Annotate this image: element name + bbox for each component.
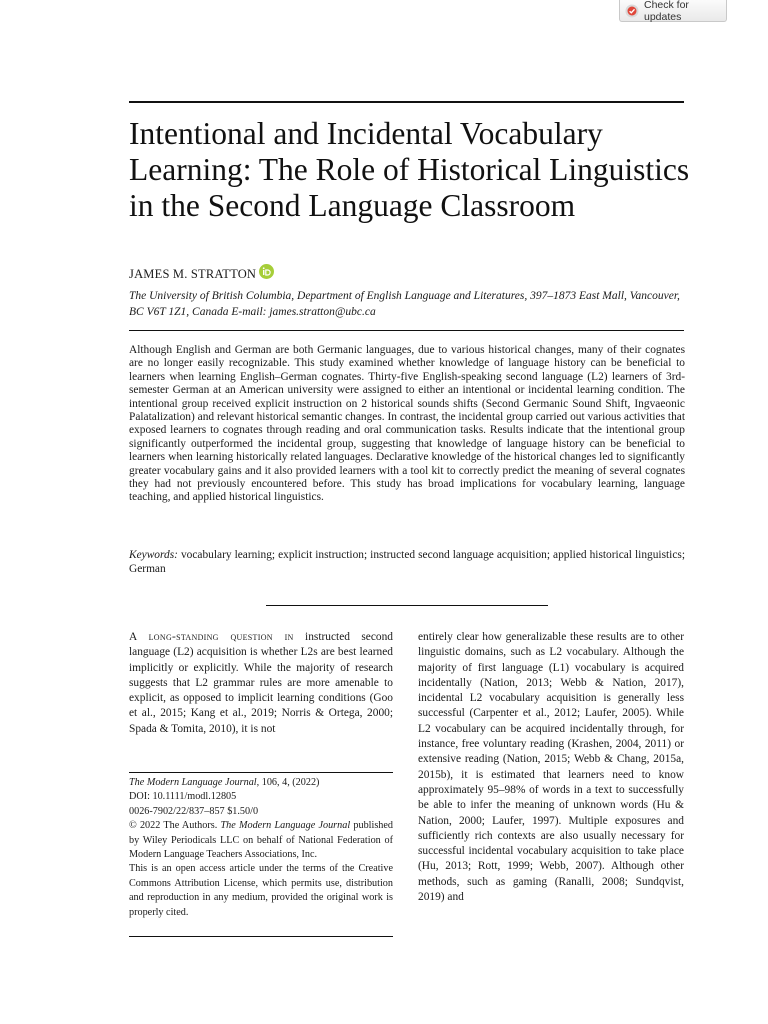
top-rule (129, 101, 684, 103)
body-lead-in: A long-standing question in (129, 631, 294, 643)
footnote-rule-bottom (129, 936, 393, 937)
license-notice: This is an open access article under the terms of the Creative Commons Attribution License, which permits use, distribution and reproduction in any medium, provided the original work is properly cited. (129, 863, 393, 918)
copyright-journal: The Modern Language Journal (220, 820, 351, 832)
keywords-label: Keywords: (129, 549, 178, 561)
header-rule (129, 330, 684, 331)
check-for-updates-icon (625, 4, 639, 18)
author-affiliation: The University of British Columbia, Department of English Language and Literatures, 397–1873 East Mall, Vancouver, BC V6T 1Z1, Canada E-mail: james.stratton@ubc.ca (129, 290, 680, 318)
check-for-updates-label: Check for updates (644, 0, 689, 23)
issn: 0026-7902/22/837–857 $1.50/0 (129, 805, 259, 817)
abstract: Although English and German are both Germanic languages, due to various historical changes, many of their cognates are no longer easily recognizable. This study examined whether knowledge of language history can be beneficial to learners when learning English–German cognates. Thirty-five English-speaking second language (L2) learners of 3rd-semester German at an American university were assigned to either an intentional or incidental learning condition. The intentional group received explicit instruction on 2 historical sounds shifts (Second Germanic Sound Shift, Ingvaeonic Palatalization) and relevant historical semantic changes. In contrast, the incidental group carried out various activities that exposed learners to cognates through reading and oral communication tasks. Results indicate that the intentional group significantly outperformed the incidental group, suggesting that knowledge of language history can be beneficial to learners when learning historically related languages. Declarative knowledge of the historical changes led to significantly greater vocabulary gains and it also provided learners with a tool kit to correctly predict the meaning of several cognates they had not previously encountered before. This study has broad implications for vocabulary learning, language teaching, and applied historical linguistics. (129, 344, 685, 504)
section-divider (266, 605, 548, 606)
journal-volume: 106, 4, (2022) (261, 777, 320, 788)
author-line (129, 267, 274, 282)
copyright-suffix: published by Wiley Periodicals LLC on behalf of National Federation of Modern Language Teachers Associations, Inc. (129, 820, 394, 861)
footnote-rule-top (129, 772, 393, 773)
doi[interactable]: DOI: 10.1111/modl.12805 (129, 791, 237, 803)
journal-name: The Modern Language Journal, (129, 777, 260, 788)
keywords (129, 548, 685, 576)
publication-footnote (129, 776, 393, 920)
article-title: Intentional and Incidental Vocabulary Learning: The Role of Historical Linguistics in the Second Language Classroom (129, 116, 690, 223)
body-left-text: instructed second language (L2) acquisition is whether L2s are best learned implicitly or explicitly. While the majority of research suggests that L2 grammar rules are more amenable to explicit, as opposed to implicit learning conditions (Goo et al., 2015; Kang et al., 2019; Norris & Ortega, 2000; Spada & Tomita, 2010), it is not (129, 631, 394, 735)
orcid-icon[interactable] (259, 264, 274, 279)
journal-citation (129, 776, 393, 790)
keywords-text: vocabulary learning; explicit instruction; instructed second language acquisition; applied historical linguistics; German (129, 549, 685, 575)
body-right-column: entirely clear how generalizable these results are to other linguistic domains, such as L2 vocabulary. Although the majority of first language (L1) vocabulary is acquired incidentally (Nation, 2013; Webb & Nation, 2017), incidental L2 vocabulary acquisition is generally less successful (Carpenter et al., 2012; Laufer, 2005). While L2 vocabulary can be acquired incidentally through, for instance, free voluntary reading (Krashen, 2004, 2011) or extensive reading (Nation, 2015; Webb & Chang, 2015a, 2015b), it is estimated that learners need to know approximately 95–98% of words in a text to successfully be able to infer the meaning of unknown words (Hu & Nation, 2000; Laufer, 1997). Multiple exposures and sufficiently rich contexts are also usually necessary for successful incidental vocabulary acquisition to take place (Hu, 2013; Rott, 1999; Webb, 2007). Although other methods, such as gaming (Ranalli, 2008; Sundqvist, 2019) and (418, 631, 684, 904)
copyright-notice (129, 819, 393, 862)
body-left-column (129, 630, 393, 737)
author-name: JAMES M. STRATTON (129, 267, 257, 281)
copyright-prefix: © 2022 The Authors. (129, 820, 218, 832)
check-for-updates-button[interactable] (619, 0, 727, 22)
